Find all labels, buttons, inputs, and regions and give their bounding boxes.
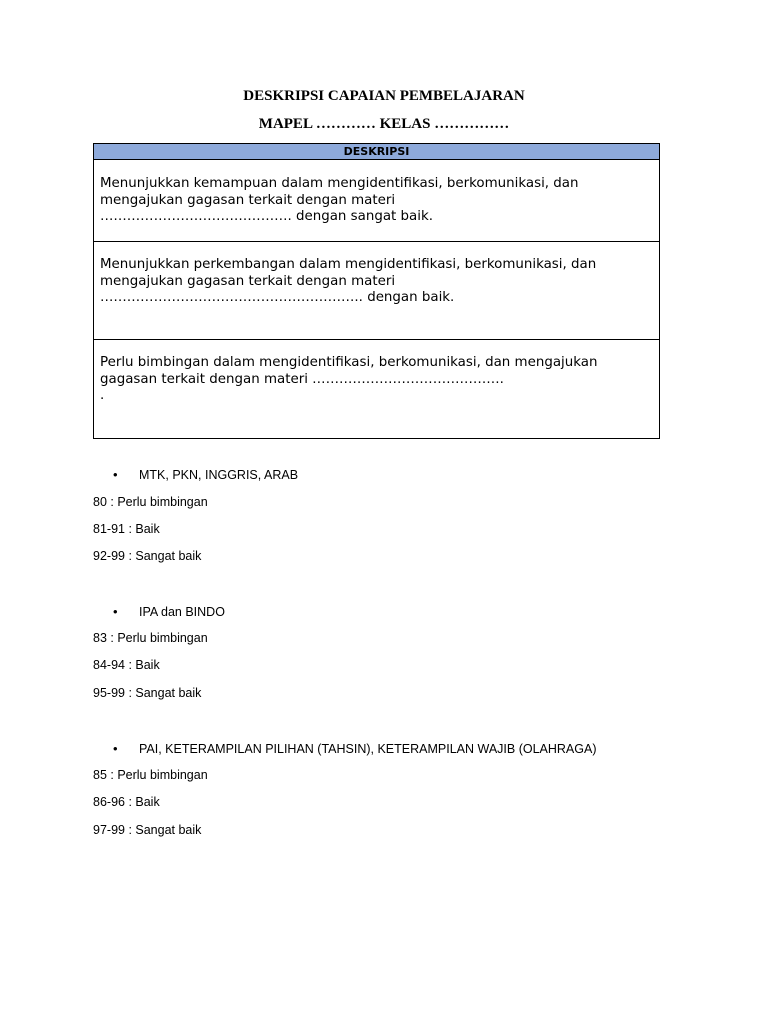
grade-line: 84-94 : Baik (93, 658, 160, 672)
document-title: DESKRIPSI CAPAIAN PEMBELAJARAN (243, 88, 525, 104)
table-cell (94, 160, 660, 242)
group-heading (113, 467, 298, 482)
grade-line: 85 : Perlu bimbingan (93, 768, 208, 782)
group-heading-label: MTK, PKN, INGGRIS, ARAB (139, 468, 299, 482)
table-cell (94, 340, 660, 439)
grade-line: 83 : Perlu bimbingan (93, 631, 208, 645)
bullet-icon: • (113, 604, 118, 619)
table-cell (94, 242, 660, 340)
table-header-row (94, 144, 660, 160)
grade-line: 81-91 : Baik (93, 522, 160, 536)
description-text-needs-guidance: Perlu bimbingan dalam mengidentifikasi, berkomunikasi, dan mengajukan gagasan terkait dengan materi ……………………………………. . (100, 355, 598, 403)
grade-line: 80 : Perlu bimbingan (93, 495, 208, 509)
grade-line: 97-99 : Sangat baik (93, 823, 202, 837)
group-heading-label: IPA dan BINDO (139, 605, 225, 619)
table-row (94, 242, 660, 340)
table-row (94, 160, 660, 242)
group-heading (113, 604, 225, 619)
description-text-good: Menunjukkan perkembangan dalam mengidentifikasi, berkomunikasi, dan mengajukan gagasan terkait dengan materi ………………………………………………….. dengan baik. (100, 257, 597, 305)
table-header: DESKRIPSI (94, 144, 660, 160)
grade-line: 92-99 : Sangat baik (93, 549, 202, 563)
grade-line: 95-99 : Sangat baik (93, 686, 202, 700)
bullet-icon: • (113, 467, 118, 482)
table-row (94, 340, 660, 439)
description-text-very-good: Menunjukkan kemampuan dalam mengidentifikasi, berkomunikasi, dan mengajukan gagasan terkait dengan materi ……………………………………. dengan sangat baik. (100, 176, 579, 224)
document-subtitle: MAPEL ………… KELAS …………… (258, 116, 510, 132)
group-heading (113, 741, 597, 756)
grade-line: 86-96 : Baik (93, 795, 160, 809)
group-heading-label: PAI, KETERAMPILAN PILIHAN (TAHSIN), KETERAMPILAN WAJIB (OLAHRAGA) (139, 742, 597, 756)
bullet-icon: • (113, 741, 118, 756)
description-table (93, 143, 660, 439)
